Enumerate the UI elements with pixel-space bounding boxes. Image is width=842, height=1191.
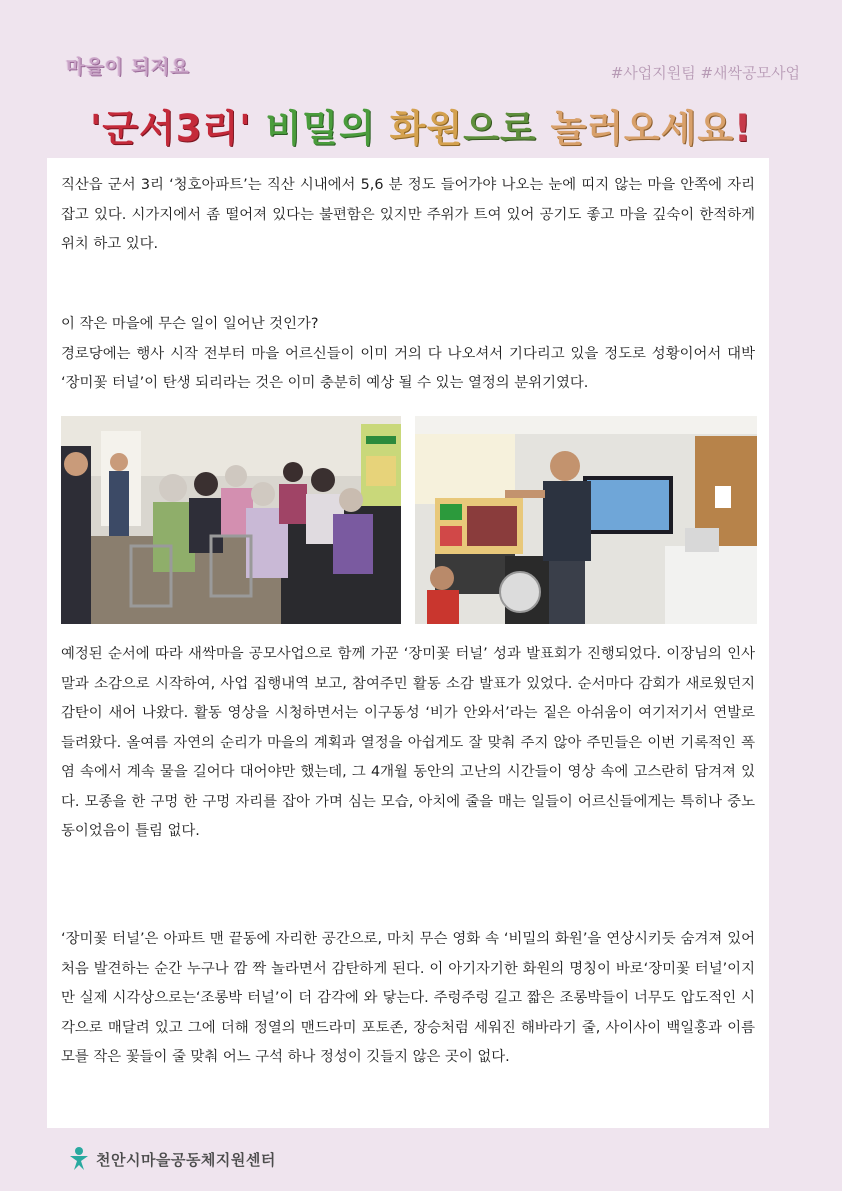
- title-part-to: 으로: [463, 107, 537, 150]
- title-part-secret: 비밀의: [265, 107, 376, 150]
- title-part-come: 놀러오세요: [550, 107, 735, 150]
- hashtags: #사업지원팀 #새싹공모사업: [610, 64, 800, 82]
- footer-org-name: 천안시마을공동체지원센터: [96, 1150, 276, 1169]
- title-part-garden: 화원: [389, 107, 464, 150]
- article-paragraph-intro: 직산읍 군서 3리 ‘청호아파트’는 직산 시내에서 5,6 분 정도 들어가야 나오는 눈에 띠지 않는 마을 안쪽에 자리 잡고 있다. 시가지에서 좀 떨어져 있다는 불편함은 있지만 주위가 트여 있어 공기도 좋고 마을 깊숙이 한적하게 위치 하고 있다.: [61, 177, 755, 252]
- article-paragraph-question: [61, 310, 755, 399]
- audience-photo-illustration: [61, 416, 401, 624]
- page-title: [0, 98, 842, 152]
- event-photo-speaker: [415, 416, 757, 624]
- article-question: 이 작은 마을에 무슨 일이 일어난 것인가?: [61, 316, 319, 332]
- person-star-logo-icon: [68, 1146, 90, 1172]
- article-panel: [47, 158, 769, 1128]
- article-paragraph-event: 예정된 순서에 따라 새싹마을 공모사업으로 함께 가꾼 ‘장미꽃 터널’ 성과 발표회가 진행되었다. 이장님의 인사말과 소감으로 시작하여, 사업 집행내역 보고, 참여주민 활동 소감 발표가 있었다. 순서마다 감회가 새로웠던지 감탄이 새어 나왔다. 활동 영상을 시청하면서는 이구동성 ‘비가 안와서’라는 짙은 아쉬움이 여기저기서 연발로 들려왔다. 올여름 자연의 순리가 마을의 계획과 열정을 아쉽게도 잘 맞춰 주지 않아 주민들은 이번 기록적인 폭염 속에서 계속 물을 길어다 대어야만 했는데, 그 4개월 동안의 고난의 시간들이 영상 속에 고스란히 담겨져 있다. 모종을 한 구멍 한 구멍 자리를 잡아 가며 심는 모습, 아치에 줄을 매는 일들이 어르신들에게는 특히나 중노동이었음이 틀림 없다.: [61, 646, 755, 839]
- footer: [68, 1146, 276, 1172]
- title-part-exclaim: !: [734, 107, 753, 150]
- speaker-photo-illustration: [415, 416, 757, 624]
- article-paragraph-garden: ‘장미꽃 터널’은 아파트 맨 끝동에 자리한 공간으로, 마치 무슨 영화 속 ‘비밀의 화원’을 연상시키듯 숨겨져 있어 처음 발견하는 순간 누구나 깜 짝 놀라면서 감탄하게 된다. 이 아기자기한 화원의 명칭이 바로‘장미꽃 터널’이지만 실제 시각상으로는‘조롱박 터널’이 더 감각에 와 닿는다. 주렁주렁 길고 짧은 조롱박들이 너무도 압도적인 시각으로 매달려 있고 그에 더해 정열의 맨드라미 포토존, 장승처럼 세워진 해바라기 줄, 사이사이 백일홍과 이름 모를 작은 꽃들이 줄 맞춰 어느 구석 하나 정성이 깃들지 않은 곳이 없다.: [61, 931, 755, 1065]
- title-part-place: '군서3리': [89, 107, 252, 150]
- event-photo-audience: [61, 416, 401, 624]
- brand-logo: 마을이 되저요: [66, 56, 190, 78]
- article-question-answer: 경로당에는 행사 시작 전부터 마을 어르신들이 이미 거의 다 나오셔서 기다리고 있을 정도로 성황이어서 대박 ‘장미꽃 터널’이 탄생 되리라는 것은 이미 충분히 예상 될 수 있는 열정의 분위기였다.: [61, 345, 755, 391]
